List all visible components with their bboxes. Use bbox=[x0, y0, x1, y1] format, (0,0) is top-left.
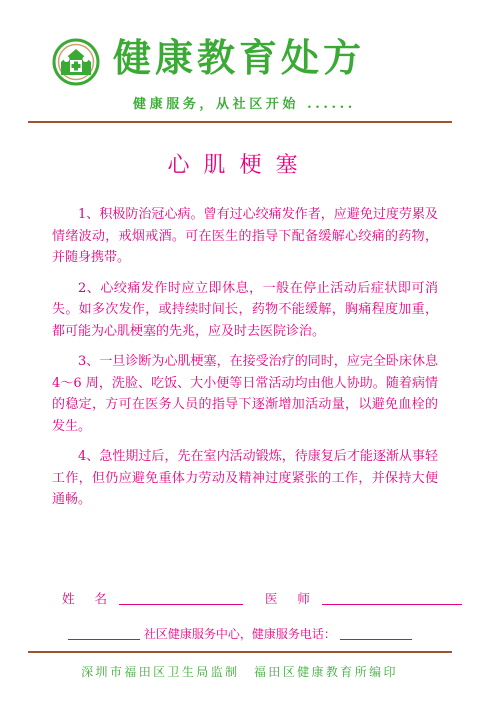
paragraph-1: 1、积极防治冠心病。曾有过心绞痛发作者，应避免过度劳累及情绪波动，戒烟戒酒。可在医生的指导下配备缓解心绞痛的药物，并随身携带。 bbox=[52, 207, 438, 265]
health-house-logo-icon bbox=[52, 38, 100, 86]
center-name-field[interactable] bbox=[68, 627, 140, 640]
slogan: 健康服务，从社区开始 ...... bbox=[133, 97, 356, 112]
name-label: 姓 名 bbox=[62, 591, 115, 606]
paragraph-3: 3、一旦诊断为心肌梗塞，在接受治疗的同时，应完全卧床休息 4～6 周，洗脸、吃饭、大小便等日常活动均由他人协助。随着病情的稳定，方可在医务人员的指导下逐渐增加活动量，以避免血栓的发生。 bbox=[52, 354, 438, 434]
contact-line bbox=[68, 625, 412, 642]
paragraph-2: 2、心绞痛发作时应立即休息，一般在停止活动后症状即可消失。如多次发作，或持续时间长，药物不能缓解，胸痛程度加重，都可能为心肌梗塞的先兆，应及时去医院诊治。 bbox=[52, 280, 438, 339]
footer-publisher: 深圳市福田区卫生局监制 福田区健康教育所编印 bbox=[81, 665, 398, 679]
paragraph-4: 4、急性期过后，先在室内活动锻炼，待康复后才能逐渐从事轻工作，但仍应避免重体力劳动及精神过度紧张的工作，并保持大便通畅。 bbox=[52, 449, 438, 507]
header bbox=[0, 0, 479, 125]
doctor-label: 医 师 bbox=[264, 591, 318, 606]
top-divider bbox=[28, 121, 452, 123]
doctor-field[interactable] bbox=[322, 592, 462, 605]
bottom-divider bbox=[28, 651, 452, 653]
phone-field[interactable] bbox=[340, 627, 412, 640]
contact-text: 社区健康服务中心，健康服务电话： bbox=[143, 627, 336, 641]
brand-title: 健康教育处方 bbox=[113, 36, 366, 80]
patient-doctor-line bbox=[62, 589, 462, 607]
document-title: 心肌梗塞 bbox=[167, 153, 312, 178]
name-field[interactable] bbox=[119, 592, 243, 605]
prescription-body bbox=[52, 204, 438, 520]
